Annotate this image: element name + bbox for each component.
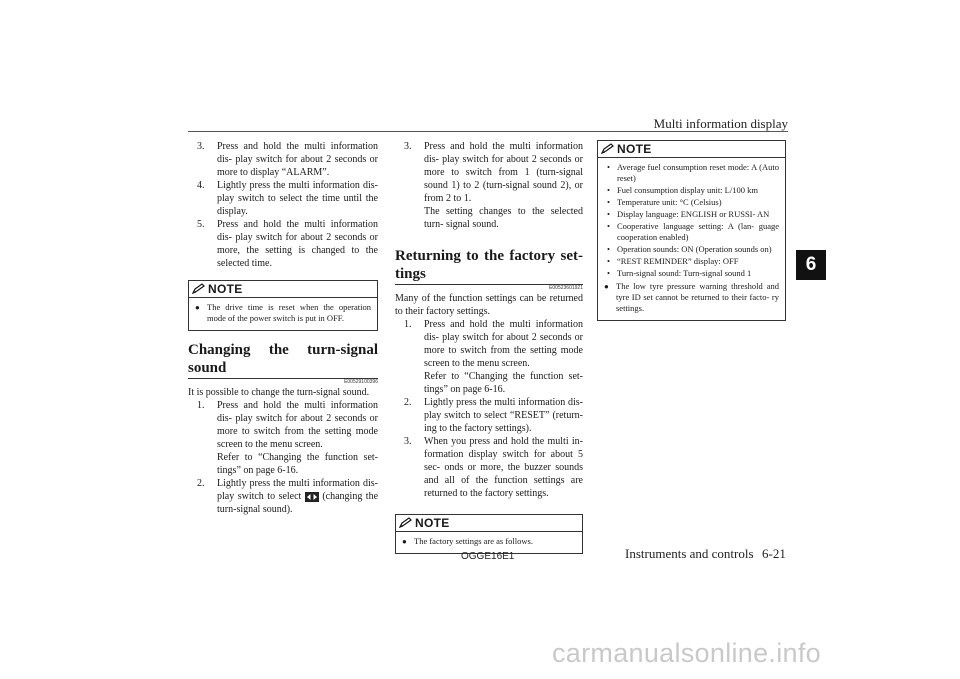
- step-item: [395, 396, 583, 435]
- step-text: Lightly press the multi information dis- play switch to select “RESET” (return- ing to the factory settings).: [424, 397, 583, 434]
- note-box: [395, 514, 583, 554]
- list-item: • Fuel consumption display unit: L/100 km: [607, 185, 758, 195]
- step-text: Press and hold the multi information dis- play switch for about 2 seconds or more to switch from the setting mode screen to the menu screen.: [424, 319, 583, 369]
- list-item: • Display language: ENGLISH or RUSSI- AN: [607, 209, 770, 219]
- note-box: [188, 280, 378, 331]
- bullet-icon: ●: [195, 303, 200, 312]
- note-label: NOTE: [208, 281, 243, 296]
- list-item: • Cooperative language setting: A (lan- guage cooperation enabled): [607, 221, 779, 242]
- note-item: [402, 536, 576, 547]
- step-item: [188, 477, 378, 516]
- step-item: [188, 140, 378, 179]
- step-list: [188, 140, 378, 270]
- step-text: Lightly press the multi information dis- play switch to select the time until the display.: [217, 180, 378, 217]
- step-text: Lightly press the multi information dis- play switch to select: [217, 478, 378, 502]
- step-text: (changing the turn-signal sound).: [217, 491, 379, 515]
- list-item: • Operation sounds: ON (Operation sounds on): [607, 244, 772, 254]
- note-label: NOTE: [415, 515, 450, 530]
- step-number: 3.: [404, 141, 412, 152]
- section-title: Returning to the factory set- tings: [395, 248, 583, 282]
- step-number: 1.: [404, 319, 412, 330]
- page-reference: Refer to “Changing the function set- tings” on page 6-16.: [217, 452, 378, 476]
- step-text: Press and hold the multi information dis- play switch for about 2 seconds or more, the setting is changed to the selected time.: [217, 219, 378, 269]
- step-item: [188, 179, 378, 218]
- section-code: E00529100396: [344, 379, 378, 385]
- section-code: E00523601921: [549, 285, 583, 291]
- pencil-note-icon: [192, 283, 206, 295]
- note-header: [598, 141, 785, 158]
- note-item: [604, 281, 779, 314]
- step-number: 2.: [404, 397, 412, 408]
- step-item: [395, 318, 583, 396]
- note-text: The drive time is reset when the operation mode of the power switch is put in OFF.: [207, 302, 371, 323]
- step-text: When you press and hold the multi in- formation display switch for about 5 sec- onds or more, the buzzer sounds and all of the function settings are returned to the factory settings.: [424, 436, 583, 499]
- column-2: [395, 140, 583, 554]
- section-intro: It is possible to change the turn-signal sound.: [188, 387, 370, 398]
- factory-settings-list: [604, 162, 779, 279]
- watermark: carmanualsonline.info: [552, 638, 821, 668]
- column-3: [597, 140, 786, 321]
- step-item: [395, 140, 583, 231]
- step-text: Press and hold the multi information dis- play switch for about 2 seconds or more to switch from the setting mode screen to the menu screen.: [217, 400, 378, 450]
- list-item: • Temperature unit: °C (Celsius): [607, 197, 722, 207]
- step-item: [188, 399, 378, 477]
- note-label: NOTE: [617, 141, 652, 156]
- pencil-note-icon: [601, 143, 615, 155]
- section-intro: Many of the function settings can be returned to their factory settings.: [395, 293, 583, 317]
- step-number: 4.: [197, 180, 205, 191]
- step-text-block: [217, 477, 378, 516]
- step-text-block: [217, 399, 378, 477]
- pencil-note-icon: [399, 517, 413, 529]
- step-item: [395, 435, 583, 500]
- note-item: [195, 302, 371, 324]
- step-text-block: [424, 140, 583, 231]
- step-number: 5.: [197, 219, 205, 230]
- step-list: [395, 140, 583, 231]
- step-text: Press and hold the multi information dis- play switch for about 2 seconds or more to switch from 1 (turn-signal sound 1) to 2 (turn-signal sound 2), or from 2 to 1.: [424, 141, 583, 204]
- section-title: Changing the turn-signal sound: [188, 342, 378, 376]
- step-note: The setting changes to the selected turn- signal sound.: [424, 206, 583, 230]
- bullet-icon: ●: [402, 537, 407, 546]
- bullet-icon: ●: [604, 282, 609, 291]
- note-body: [189, 298, 377, 330]
- list-item: • “REST REMINDER” display: OFF: [607, 256, 739, 266]
- note-text: The low tyre pressure warning threshold and tyre ID set cannot be returned to their facto- ry settings.: [616, 281, 779, 313]
- page-number: 6-21: [762, 546, 786, 561]
- header-rule: [188, 131, 788, 132]
- step-number: 1.: [197, 400, 205, 411]
- note-text: The factory settings are as follows.: [414, 536, 533, 546]
- note-header: [396, 515, 582, 532]
- column-1: [188, 140, 378, 516]
- chapter-tab: 6: [796, 250, 826, 280]
- page-reference: Refer to “Changing the function set- tings” on page 6-16.: [424, 371, 583, 395]
- footer-section-name: Instruments and controls: [625, 546, 754, 561]
- step-number: 2.: [197, 478, 205, 489]
- step-list: [188, 399, 378, 516]
- step-item: [188, 218, 378, 270]
- turn-signal-icon: [305, 492, 319, 502]
- document-code: OGGE16E1: [461, 551, 515, 562]
- note-body: [396, 532, 582, 553]
- note-body: [598, 158, 785, 320]
- step-number: 3.: [197, 141, 205, 152]
- running-header: Multi information display: [653, 116, 788, 131]
- list-item: • Turn-signal sound: Turn-signal sound 1: [607, 268, 752, 278]
- step-text-block: [424, 318, 583, 396]
- step-text: Press and hold the multi information dis- play switch for about 2 seconds or more to display “ALARM”.: [217, 141, 378, 178]
- step-list: [395, 318, 583, 500]
- step-number: 3.: [404, 436, 412, 447]
- list-item: • Average fuel consumption reset mode: A (Auto reset): [607, 162, 779, 183]
- note-header: [189, 281, 377, 298]
- note-box: [597, 140, 786, 321]
